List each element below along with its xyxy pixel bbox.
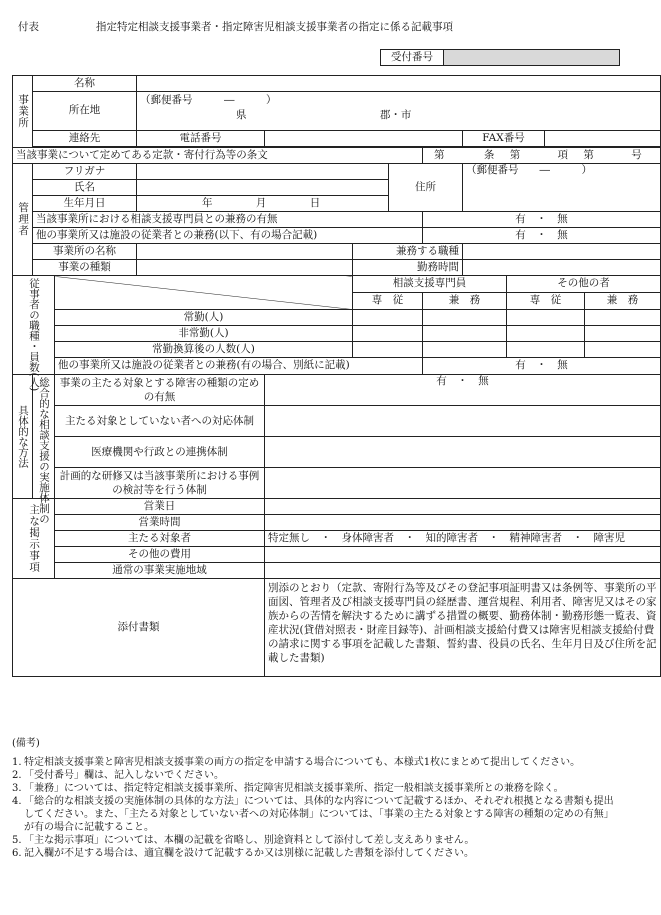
city-label: 郡・市 bbox=[379, 108, 412, 121]
receipt-number-label: 受付番号 bbox=[381, 50, 444, 65]
consultant-dual-header: 兼 務 bbox=[423, 293, 507, 310]
staff-diagonal-cell bbox=[55, 276, 353, 310]
note-item bbox=[12, 756, 620, 769]
cell[interactable] bbox=[507, 342, 585, 358]
prefecture-label: 県 bbox=[236, 108, 247, 121]
service-area-label: 通常の事業実施地域 bbox=[55, 563, 265, 579]
target-disability-label: 事業の主たる対象とする障害の種類の定めの有無 bbox=[55, 375, 265, 406]
cell[interactable] bbox=[507, 326, 585, 342]
manager-address-field[interactable] bbox=[463, 164, 661, 212]
cell[interactable] bbox=[585, 342, 661, 358]
fax-label: FAX番号 bbox=[463, 131, 545, 147]
dual-role-other-label: 他の事業所又は施設の従業者との兼務(以下、有の場合記載) bbox=[33, 228, 423, 244]
birth-day: 日 bbox=[309, 196, 321, 209]
medical-cooperation-label: 医療機関や行政との連携体制 bbox=[55, 437, 265, 468]
furigana-field[interactable] bbox=[137, 164, 389, 180]
notes-heading: (備考) bbox=[12, 738, 40, 749]
method-section-label-2: 総合的な相談支援の実施体制の bbox=[33, 375, 55, 499]
office-name-label: 名称 bbox=[33, 76, 137, 92]
note-item bbox=[12, 795, 620, 834]
concurrent-job-field[interactable] bbox=[463, 244, 661, 260]
form-label: 付表 bbox=[18, 21, 39, 33]
receipt-number-box bbox=[380, 49, 620, 66]
article-jou: 条 bbox=[483, 148, 495, 161]
note-text: 記入欄が不足する場合は、適宜欄を設けて記載するか又は別様に記載した書類を添付してください。 bbox=[24, 848, 474, 859]
note-text: 「主な掲示事項」については、本欄の記載を省略し、別途資料として添付して差し支えありません。 bbox=[24, 835, 475, 846]
dual-role-consultant-label: 当該事業所における相談支援専門員との兼務の有無 bbox=[33, 212, 423, 228]
main-target-options[interactable]: 特定無し ・ 身体障害者 ・ 知的障害者 ・ 精神障害者 ・ 障害児 bbox=[265, 531, 661, 547]
business-days-field[interactable] bbox=[265, 499, 661, 515]
note-number: 6. bbox=[12, 848, 22, 859]
note-item bbox=[12, 769, 620, 782]
fax-field[interactable] bbox=[545, 131, 661, 147]
cell[interactable] bbox=[585, 310, 661, 326]
birth-year: 年 bbox=[202, 196, 213, 209]
cell[interactable] bbox=[507, 310, 585, 326]
note-item bbox=[12, 834, 620, 847]
form-title: 指定特定相談支援事業者・指定障害児相談支援事業者の指定に係る記載事項 bbox=[96, 21, 453, 33]
staff-row-fulltime: 常勤(人) bbox=[55, 310, 353, 326]
note-number: 5. bbox=[12, 835, 22, 846]
note-text: 特定相談支援事業と障害児相談支援事業の両方の指定を申請する場合についても、本様式1枚にまとめて提出してください。 bbox=[24, 757, 581, 768]
staff-section-label: 従事者の職種・員数(人) bbox=[13, 276, 55, 375]
form-header bbox=[18, 21, 618, 37]
business-type-field[interactable] bbox=[137, 260, 353, 276]
birth-month: 月 bbox=[255, 196, 267, 209]
cell[interactable] bbox=[423, 342, 507, 358]
note-text: 「総合的な相談支援の実施体制の具体的な方法」については、具体的な内容について記載するほか、それぞれ根拠となる書類も提出してください。また、「主たる対象としていない者への対応体制」については、「事業の主たる対象とする障害の種類の定めの有無」が有の場合に記載すること。 bbox=[24, 796, 614, 833]
manager-postal-code: （郵便番号 ― ） bbox=[466, 164, 592, 176]
furigana-label: フリガナ bbox=[33, 164, 137, 180]
other-office-name-label: 事業所の名称 bbox=[33, 244, 137, 260]
other-fulltime-header: 専 従 bbox=[507, 293, 585, 310]
office-section-label: 事業所 bbox=[13, 76, 33, 148]
dual-role-other-yesno[interactable]: 有 ・ 無 bbox=[423, 228, 661, 244]
medical-cooperation-field[interactable] bbox=[265, 437, 661, 468]
office-contact-label: 連絡先 bbox=[33, 131, 137, 147]
notes bbox=[12, 737, 620, 860]
consultant-fulltime-header: 専 従 bbox=[353, 293, 423, 310]
business-hours-field[interactable] bbox=[265, 515, 661, 531]
staff-other-dual-label: 他の事業所又は施設の従業者との兼務(有の場合、別紙に記載) bbox=[55, 358, 423, 375]
other-fee-label: その他の費用 bbox=[55, 547, 265, 563]
articles-field[interactable] bbox=[423, 148, 661, 164]
other-dual-header: 兼 務 bbox=[585, 293, 661, 310]
attachment-text: 別添のとおり（定款、寄附行為等及びその登記事項証明書又は条例等、事業所の平面図、管理者及び相談支援専門員の経歴書、運営規程、利用者、障害児又はその家族からの苦情を解決するために講ずる措置の概要、勤務体制・勤務形態一覧表、資産状況(貸借対照表・財産目録等)、計画相談支援給付費又は障害児相談支援給付費の請求に関する事項を記載した書類、誓約書、役員の氏名、生年月日及び住所を記載した書類) bbox=[265, 579, 661, 677]
cell[interactable] bbox=[353, 326, 423, 342]
article-dai: 第 bbox=[434, 148, 445, 161]
non-target-support-label: 主たる対象としていない者への対応体制 bbox=[55, 406, 265, 437]
cell[interactable] bbox=[353, 310, 423, 326]
birthdate-field[interactable] bbox=[137, 196, 389, 212]
office-address-label: 所在地 bbox=[33, 92, 137, 131]
note-item bbox=[12, 782, 620, 795]
article-dai3: 第 bbox=[583, 148, 594, 161]
application-form-table bbox=[12, 75, 661, 677]
phone-label: 電話番号 bbox=[137, 131, 265, 147]
other-office-name-field[interactable] bbox=[137, 244, 353, 260]
other-fee-field[interactable] bbox=[265, 547, 661, 563]
note-number: 2. bbox=[12, 770, 22, 781]
manager-name-label: 氏名 bbox=[33, 180, 137, 196]
staff-other-dual-yesno[interactable]: 有 ・ 無 bbox=[423, 358, 661, 375]
concurrent-job-label: 兼務する職種 bbox=[353, 244, 463, 260]
service-area-field[interactable] bbox=[265, 563, 661, 579]
manager-section-label: 管理者 bbox=[13, 164, 33, 276]
article-gou: 号 bbox=[631, 148, 642, 161]
notice-section-label: 主な掲示事項 bbox=[13, 499, 55, 579]
note-number: 1. bbox=[12, 757, 22, 768]
working-hours-label: 勤務時間 bbox=[353, 260, 463, 276]
article-dai2: 第 bbox=[509, 148, 521, 161]
working-hours-field[interactable] bbox=[463, 260, 661, 276]
staff-row-converted: 常勤換算後の人数(人) bbox=[55, 342, 353, 358]
cell[interactable] bbox=[423, 310, 507, 326]
cell[interactable] bbox=[353, 342, 423, 358]
office-postal-code[interactable]: （郵便番号 ― ） bbox=[137, 92, 661, 109]
cell[interactable] bbox=[423, 326, 507, 342]
business-type-label: 事業の種類 bbox=[33, 260, 137, 276]
note-number: 4. bbox=[12, 796, 22, 807]
target-disability-yesno[interactable]: 有 ・ 無 bbox=[265, 375, 661, 406]
other-staff-header: その他の者 bbox=[507, 276, 661, 293]
manager-address-label: 住所 bbox=[389, 164, 463, 212]
article-kou: 項 bbox=[557, 148, 569, 161]
non-target-support-field[interactable] bbox=[265, 406, 661, 437]
note-text: 「兼務」については、指定特定相談支援事業所、指定障害児相談支援事業所、指定一般相談支援事業所との兼務を除く。 bbox=[24, 783, 564, 794]
office-name-field[interactable] bbox=[137, 76, 661, 92]
birthdate-label: 生年月日 bbox=[33, 196, 137, 212]
dual-role-consultant-yesno[interactable]: 有 ・ 無 bbox=[423, 212, 661, 228]
training-system-label: 計画的な研修又は当該事業所における事例の検討等を行う体制 bbox=[55, 468, 265, 499]
attachment-label: 添付書類 bbox=[13, 579, 265, 677]
training-system-field[interactable] bbox=[265, 468, 661, 499]
business-days-label: 営業日 bbox=[55, 499, 265, 515]
office-address-field[interactable] bbox=[137, 109, 661, 131]
method-section-label: 具体的な方法 bbox=[13, 375, 33, 499]
receipt-number-field bbox=[444, 50, 619, 65]
main-target-label: 主たる対象者 bbox=[55, 531, 265, 547]
note-item bbox=[12, 847, 620, 860]
phone-field[interactable] bbox=[265, 131, 463, 147]
note-number: 3. bbox=[12, 783, 22, 794]
cell[interactable] bbox=[585, 326, 661, 342]
business-hours-label: 営業時間 bbox=[55, 515, 265, 531]
consultant-header: 相談支援専門員 bbox=[353, 276, 507, 293]
manager-name-field[interactable] bbox=[137, 180, 389, 196]
articles-label: 当該事業について定めてある定款・寄付行為等の条文 bbox=[13, 148, 423, 164]
staff-row-parttime: 非常勤(人) bbox=[55, 326, 353, 342]
note-text: 「受付番号」欄は、記入しないでください。 bbox=[24, 770, 224, 781]
